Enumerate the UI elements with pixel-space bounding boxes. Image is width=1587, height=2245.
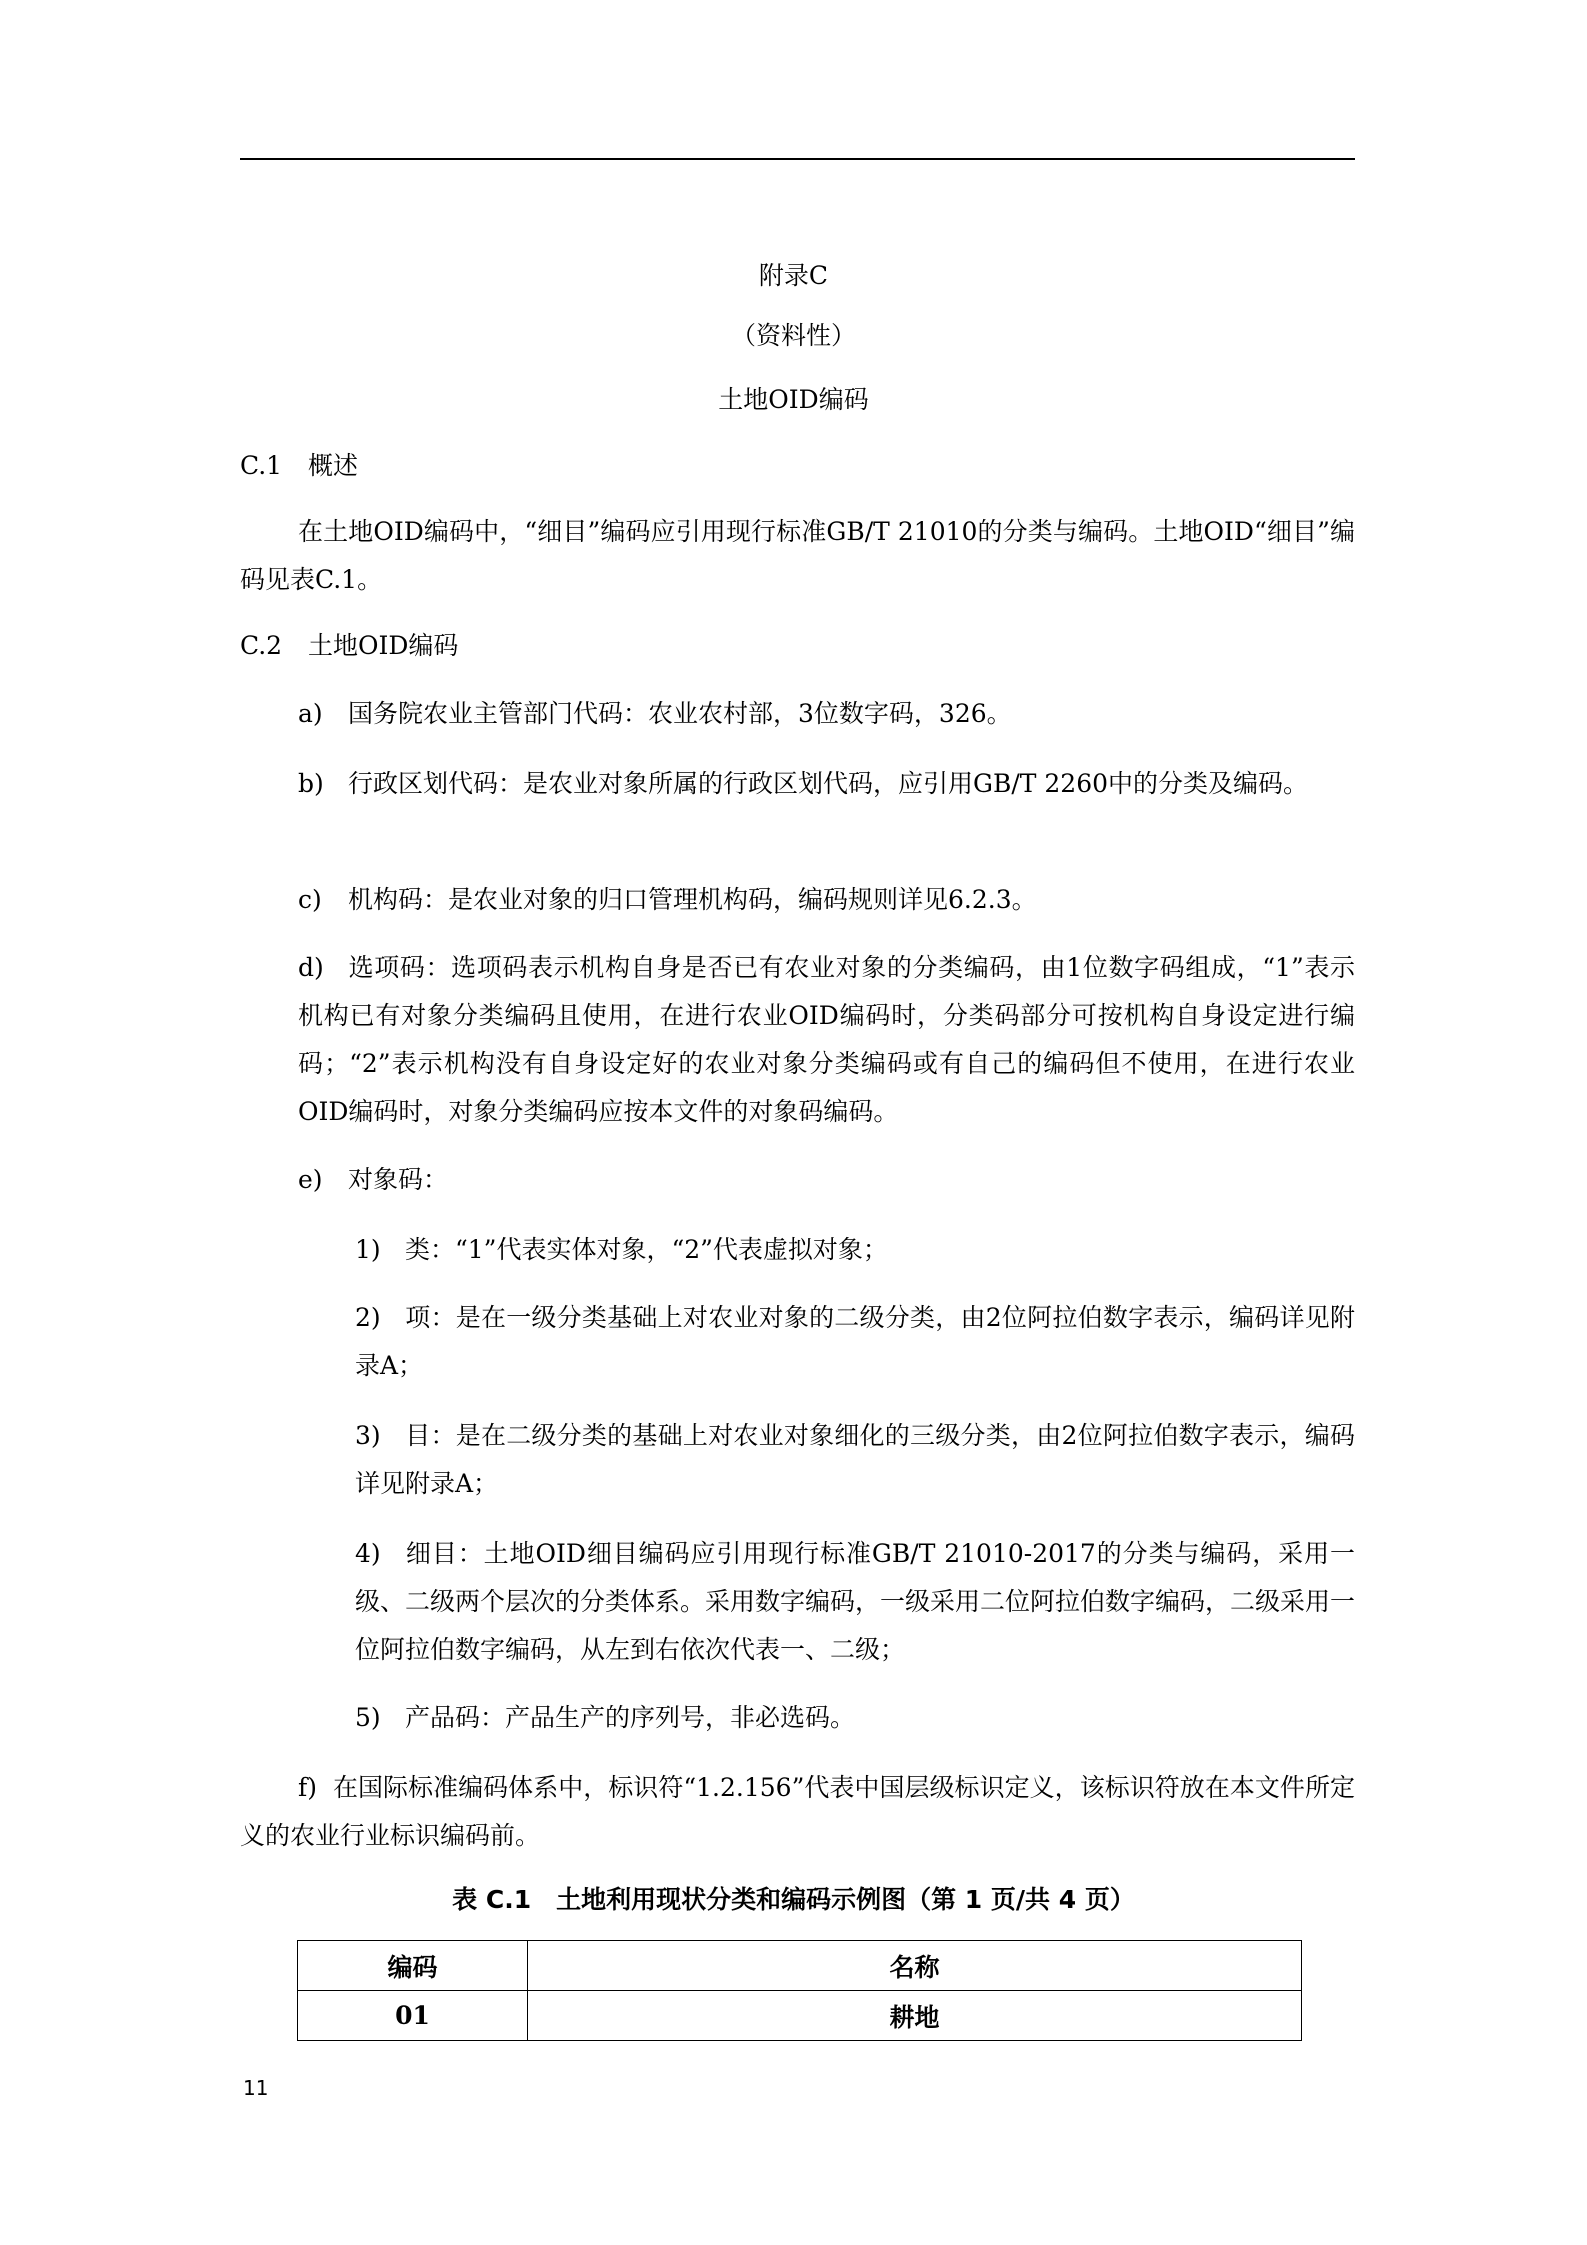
sub-item-text: 类：“1”代表实体对象，“2”代表虚拟对象； <box>405 1235 888 1264</box>
item-text: 选项码：选项码表示机构自身是否已有农业对象的分类编码，由1位数字码组成，“1”表示机构已有对象分类编码且使用，在进行农业OID编码时，分类码部分可按机构自身设定进行编码；“2”表示机构没有自身设定好的农业对象分类编码或有自己的编码但不使用，在进行农业OID编码时，对象分类编码应按本文件的对象码编码。 <box>298 953 1355 1126</box>
item-label: f) <box>298 1773 318 1802</box>
section-c2-heading <box>240 628 458 664</box>
sub-item-text: 细目：土地OID细目编码应引用现行标准GB/T 21010-2017的分类与编码，采用一级、二级两个层次的分类体系。采用数字编码，一级采用二位阿拉伯数字编码，二级采用一位阿拉伯数字编码，从左到右依次代表一、二级； <box>355 1539 1356 1664</box>
sub-item-3 <box>355 1412 1355 1508</box>
column-header-code: 编码 <box>298 1941 528 1991</box>
item-text: 在国际标准编码体系中，标识符“1.2.156”代表中国层级标识定义，该标识符放在本文件所定义的农业行业标识编码前。 <box>240 1773 1355 1850</box>
list-item-c <box>298 876 1355 924</box>
sub-item-2 <box>355 1294 1355 1390</box>
c1-paragraph: 在土地OID编码中，“细目”编码应引用现行标准GB/T 21010的分类与编码。土地OID“细目”编码见表C.1。 <box>240 517 1355 594</box>
page-number: 11 <box>243 2076 269 2100</box>
item-text: 对象码： <box>348 1165 449 1194</box>
table-header-row <box>298 1941 1302 1991</box>
item-label: c) <box>298 885 322 914</box>
item-text: 国务院农业主管部门代码：农业农村部，3位数字码，326。 <box>348 699 1012 728</box>
list-item-d <box>298 944 1355 1136</box>
item-label: b) <box>298 769 324 798</box>
appendix-nature: （资料性） <box>730 321 856 350</box>
section-number: C.1 <box>240 451 283 480</box>
table-caption: 表 C.1 土地利用现状分类和编码示例图（第 1 页/共 4 页） <box>452 1885 1135 1914</box>
item-text: 行政区划代码：是农业对象所属的行政区划代码，应引用GB/T 2260中的分类及编码。 <box>348 769 1309 798</box>
sub-item-label: 2) <box>355 1303 381 1332</box>
item-text: 机构码：是农业对象的归口管理机构码，编码规则详见6.2.3。 <box>348 885 1037 914</box>
section-c1-heading <box>240 448 358 484</box>
sub-item-text: 项：是在一级分类基础上对农业对象的二级分类，由2位阿拉伯数字表示，编码详见附录A； <box>355 1303 1355 1380</box>
item-label: d) <box>298 953 324 982</box>
sub-item-1 <box>355 1226 1355 1274</box>
list-item-b <box>298 760 1355 808</box>
list-item-f <box>240 1764 1355 1860</box>
sub-item-text: 产品码：产品生产的序列号，非必选码。 <box>405 1703 856 1732</box>
cell-code: 01 <box>298 1991 528 2041</box>
section-title: 概述 <box>308 451 359 480</box>
list-item-e <box>298 1156 1355 1204</box>
sub-item-label: 3) <box>355 1421 381 1450</box>
sub-item-label: 5) <box>355 1703 381 1732</box>
appendix-title: 土地OID编码 <box>718 385 869 414</box>
item-label: e) <box>298 1165 323 1194</box>
sub-item-text: 目：是在二级分类的基础上对农业对象细化的三级分类，由2位阿拉伯数字表示，编码详见附录A； <box>355 1421 1355 1498</box>
section-number: C.2 <box>240 631 283 660</box>
land-use-code-table <box>297 1940 1302 2041</box>
list-item-a <box>298 690 1355 738</box>
sub-item-4 <box>355 1530 1355 1674</box>
sub-item-5 <box>355 1694 1355 1742</box>
table-row <box>298 1991 1302 2041</box>
section-title: 土地OID编码 <box>308 631 459 660</box>
column-header-name: 名称 <box>528 1941 1302 1991</box>
cell-name: 耕地 <box>528 1991 1302 2041</box>
sub-item-label: 1) <box>355 1235 381 1264</box>
sub-item-label: 4) <box>355 1539 381 1568</box>
header-rule <box>240 158 1355 160</box>
appendix-label: 附录C <box>758 261 829 290</box>
item-label: a) <box>298 699 323 728</box>
